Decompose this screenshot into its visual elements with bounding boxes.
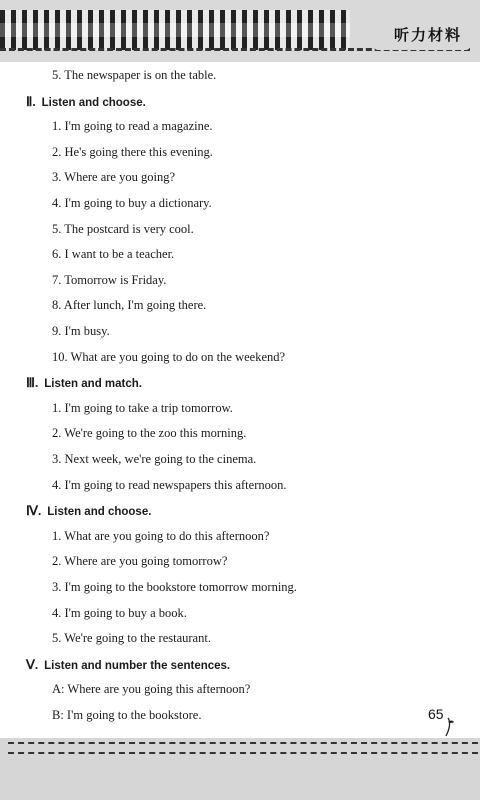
section-number: Ⅳ. (26, 503, 42, 519)
section-title: Listen and choose. (41, 96, 146, 109)
section-number: Ⅱ. (26, 93, 36, 109)
sentence-item: 1. I'm going to take a trip tomorrow. (52, 400, 233, 415)
section-heading (26, 657, 230, 673)
section-heading (26, 503, 151, 519)
section-title: Listen and choose. (47, 506, 152, 519)
section-heading (26, 94, 146, 110)
section-number: Ⅴ. (26, 656, 39, 672)
header-stripe-decoration (0, 10, 350, 50)
section-number: Ⅲ. (26, 375, 39, 391)
sentence-item: 1. I'm going to read a magazine. (52, 119, 213, 134)
sentence-item: 10. What are you going to do on the weekend? (52, 349, 286, 364)
sentence-item: 5. The postcard is very cool. (52, 221, 194, 236)
sentence-item: 2. We're going to the zoo this morning. (52, 426, 247, 441)
header-tag: 听力材料 (393, 26, 462, 44)
footer-dashed-rule-top (8, 742, 478, 744)
sentence-item: 9. I'm busy. (52, 324, 110, 338)
page-number: 65 (428, 706, 444, 722)
sentence-item: 5. The newspaper is on the table. (52, 68, 217, 82)
sentence-item: 7. Tomorrow is Friday. (52, 272, 167, 287)
sentence-item: 3. Next week, we're going to the cinema. (52, 452, 257, 466)
sentence-item: B: I'm going to the bookstore. (52, 708, 202, 722)
sentence-item: 4. I'm going to read newspapers this afternoon. (52, 477, 287, 492)
page-footer (0, 738, 480, 800)
footer-dashed-rule-bottom (8, 752, 478, 754)
sentence-item: 5. We're going to the restaurant. (52, 631, 211, 646)
page-header (0, 0, 480, 62)
sentence-item: 4. I'm going to buy a dictionary. (52, 196, 212, 210)
sentence-item: 8. After lunch, I'm going there. (52, 298, 207, 313)
sentence-item: 1. What are you going to do this afternoon? (52, 528, 270, 543)
sentence-item: 2. He's going there this evening. (52, 144, 213, 159)
sentence-item: 3. I'm going to the bookstore tomorrow morning. (52, 580, 297, 594)
sentence-item: A: Where are you going this afternoon? (52, 682, 251, 697)
sentence-item: 4. I'm going to buy a book. (52, 605, 187, 620)
sentence-item: 2. Where are you going tomorrow? (52, 554, 228, 569)
sentence-item: 6. I want to be a teacher. (52, 247, 175, 262)
section-title: Listen and number the sentences. (44, 659, 231, 672)
section-title: Listen and match. (44, 378, 142, 391)
sentence-item: 3. Where are you going? (52, 170, 175, 185)
section-heading (26, 375, 142, 391)
